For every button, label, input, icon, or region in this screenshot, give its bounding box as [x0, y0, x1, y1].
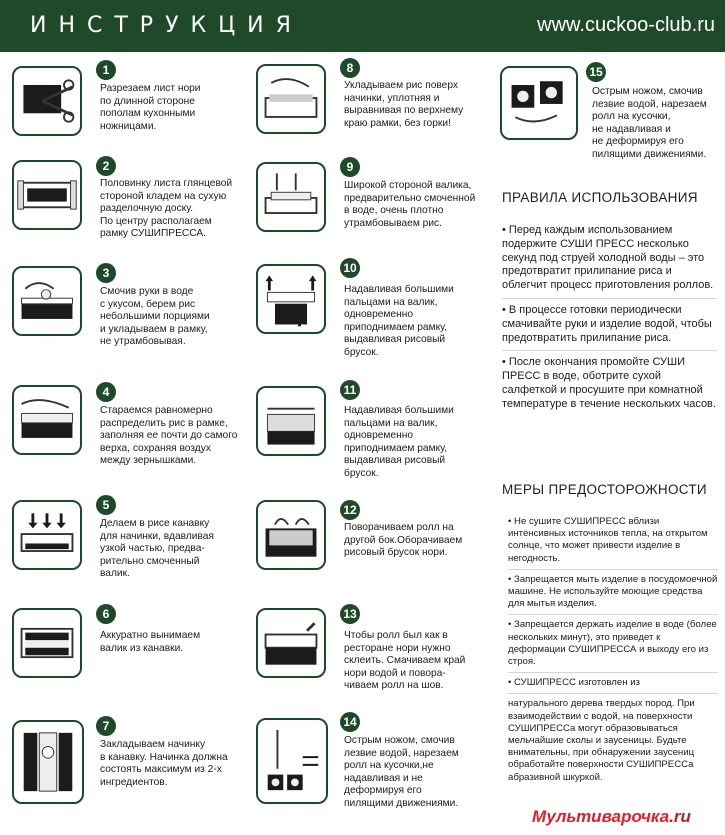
- step-14-text: Острым ножом, смочив лезвие водой, нарезаем ролл на кусочки,не надавливая и не деформируя его пилящими движениями.: [344, 735, 459, 809]
- site-url: www.cuckoo-club.ru: [537, 14, 715, 36]
- step-9-number: 9: [340, 157, 360, 177]
- step-1-text: Разрезаем лист нори по длинной стороне пополам кухонными ножницами.: [100, 83, 201, 132]
- step-7-number: 7: [96, 716, 116, 736]
- sliced-rolls-icon: [502, 68, 576, 138]
- step-2-text: Половинку листа глянцевой стороной кладем на сухую разделочную доску. По центру располагаем рамку СУШИПРЕССА.: [100, 178, 233, 240]
- remove-roller-icon: [14, 610, 80, 676]
- rules-item: • Перед каждым использованием подержите СУШИ ПРЕСС несколько секунд под струей холодной воды – это предотвратит прилипание риса и облегчит процесс приготовления роллов.: [502, 224, 717, 299]
- step-10-text: Надавливая большими пальцами на валик, одновременно приподнимаем рамку, выдавливая рисовый брусок.: [344, 284, 454, 358]
- step-14-illustration: [256, 718, 328, 804]
- step-12-number: 12: [340, 500, 360, 520]
- scissors-cutting-icon: [14, 68, 80, 134]
- rules-item: • В процессе готовки периодически смачивайте руки и изделие водой, чтобы предотвратить прилипание риса.: [502, 304, 717, 351]
- logo-suffix: .ru: [669, 807, 691, 826]
- step-5-number: 5: [96, 495, 116, 515]
- header-bar: [0, 0, 725, 52]
- step-2-number: 2: [96, 156, 116, 176]
- precautions-item: натурального дерева твердых пород. При взаимодействии с водой, на поверхности СУШИПРЕССа могут образовываться мельчайшие сколы и заусеницы. Будьте внимательны, при обнаружении заусениц обработайте поверхности СУШИПРЕССа абразивной шкуркой.: [508, 698, 695, 783]
- step-8-illustration: [256, 64, 326, 134]
- tamp-rice-icon: [258, 164, 324, 230]
- rules-title: ПРАВИЛА ИСПОЛЬЗОВАНИЯ: [502, 190, 698, 205]
- step-7-text: Закладываем начинку в канавку. Начинка должна состоять максимум из 2-х ингредиентов.: [100, 739, 228, 788]
- nori-on-board-icon: [14, 162, 80, 228]
- rice-block-icon: [258, 388, 324, 454]
- step-1-illustration: [12, 66, 82, 136]
- step-5-text: Делаем в рисе канавку для начинки, вдавливая узкой частью, предва- рительно смоченный валик.: [100, 518, 214, 580]
- step-13-illustration: [256, 608, 326, 678]
- layer-rice-icon: [258, 66, 324, 132]
- press-groove-icon: [14, 502, 80, 568]
- step-15-text: Острым ножом, смочив лезвие водой, нарезаем ролл на кусочки, не надавливая и не деформируя его пилящими движениями.: [592, 86, 707, 160]
- step-12-illustration: [256, 500, 326, 570]
- hands-rice-icon: [14, 268, 80, 334]
- logo-text: Мультиварочка: [532, 807, 670, 826]
- step-8-text: Укладываем рис поверх начинки, уплотняя и выравнивая по верхнему краю рамки, без горки!: [344, 80, 464, 129]
- step-14-number: 14: [340, 712, 360, 732]
- step-11-text: Надавливая большими пальцами на валик, одновременно приподнимаем рамку, выдавливая рисовый брусок.: [344, 405, 454, 479]
- step-4-text: Стараемся равномерно распределить рис в рамке, заполняя ее почти до самого верха, сохраняя воздух между зернышками.: [100, 405, 238, 467]
- step-3-number: 3: [96, 263, 116, 283]
- step-5-illustration: [12, 500, 82, 570]
- precautions-title: МЕРЫ ПРЕДОСТОРОЖНОСТИ: [502, 482, 707, 497]
- step-3-text: Смочив руки в воде с укусом, берем рис небольшими порциями и укладываем в рамку, не утрамбовывая.: [100, 286, 210, 348]
- step-7-illustration: [12, 720, 84, 804]
- spread-rice-icon: [14, 387, 80, 453]
- precautions-item: • Запрещается мыть изделие в посудомоечной машине. Не используйте моющие средства для мытья изделия.: [508, 574, 718, 616]
- step-15-illustration: [500, 66, 578, 140]
- step-3-illustration: [12, 266, 82, 336]
- step-15-number: 15: [586, 62, 606, 82]
- step-11-illustration: [256, 386, 326, 456]
- step-10-number: 10: [340, 258, 360, 278]
- step-1-number: 1: [96, 60, 116, 80]
- lift-frame-icon: [258, 266, 324, 332]
- rules-item: • После окончания промойте СУШИ ПРЕСС в воде, оботрите сухой салфеткой и просушите при комнатной температуре в течение нескольких часов.: [502, 356, 716, 410]
- filling-icon: [14, 722, 82, 802]
- step-4-number: 4: [96, 382, 116, 402]
- precautions-item: • Запрещается держать изделие в воде (более нескольких минут), это приведет к деформации СУШИПРЕССА и выходу его из строя.: [508, 619, 718, 673]
- step-9-illustration: [256, 162, 326, 232]
- multivarochka-logo[interactable]: [532, 807, 691, 827]
- step-2-illustration: [12, 160, 82, 230]
- step-8-number: 8: [340, 58, 360, 78]
- precautions-item: • Не сушите СУШИПРЕСС вблизи интенсивных источников тепла, на открытом солнце, что может привести изделие в негодность.: [508, 516, 718, 570]
- step-13-number: 13: [340, 604, 360, 624]
- rules-list: [502, 224, 717, 422]
- step-11-number: 11: [340, 380, 360, 400]
- step-6-number: 6: [96, 604, 116, 624]
- seal-roll-icon: [258, 610, 324, 676]
- step-13-text: Чтобы ролл был как в ресторане нори нужно склеить. Смачиваем край нори водой и повора- чиваем ролл на шов.: [344, 630, 466, 692]
- step-4-illustration: [12, 385, 82, 455]
- step-6-text: Аккуратно вынимаем валик из канавки.: [100, 630, 201, 654]
- knife-cut-icon: [258, 720, 326, 802]
- precautions-item: • СУШИПРЕСС изготовлен из: [508, 677, 718, 694]
- turn-roll-icon: [258, 502, 324, 568]
- step-12-text: Поворачиваем ролл на другой бок.Оборачиваем рисовый брусок нори.: [344, 522, 463, 559]
- page-title: ИНСТРУКЦИЯ: [30, 13, 303, 38]
- step-9-text: Широкой стороной валика, предварительно смоченной в воде, очень плотно утрамбовываем рис.: [344, 180, 476, 229]
- step-10-illustration: [256, 264, 326, 334]
- precautions-list: [508, 516, 718, 792]
- step-6-illustration: [12, 608, 82, 678]
